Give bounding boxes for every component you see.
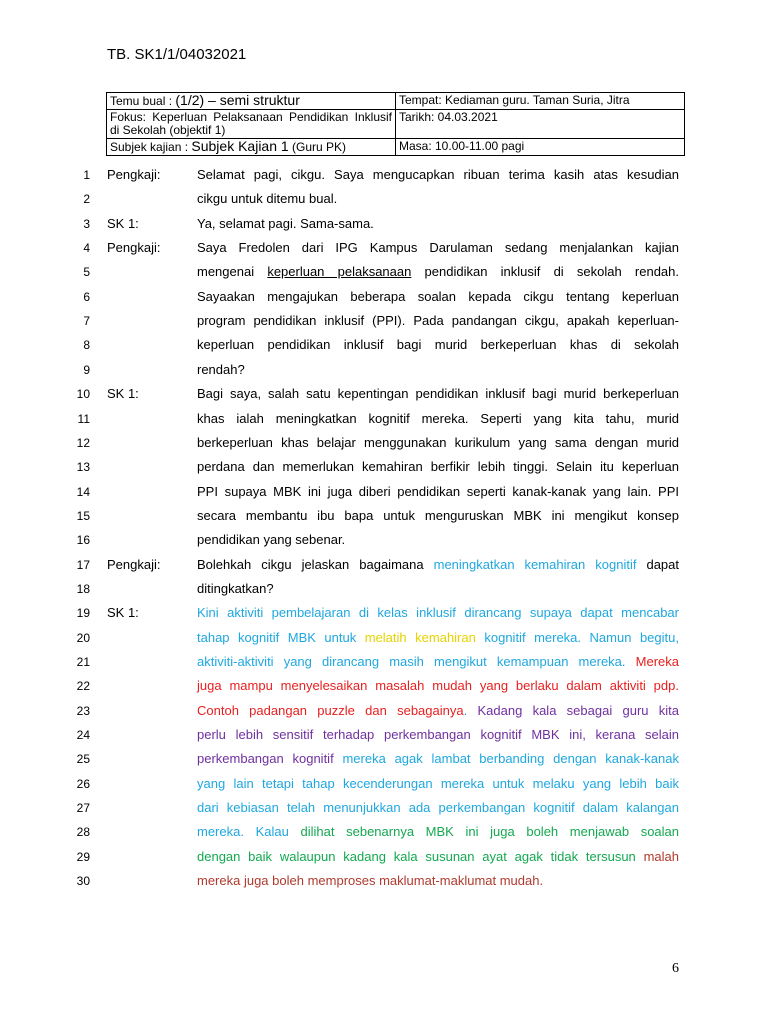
text-segment: Kadang kala sebagai guru kita (477, 702, 679, 718)
transcript-line (0, 626, 768, 650)
transcript-line (0, 796, 768, 820)
line-number: 13 (76, 460, 90, 475)
line-number: 15 (76, 508, 90, 523)
text-segment: Kini aktiviti pembelajaran di kelas inklusif dirancang supaya dapat mencabar (197, 605, 679, 621)
line-number: 8 (83, 338, 90, 353)
line-number: 19 (76, 606, 90, 621)
speaker-label: Pengkaji: (107, 167, 161, 182)
text-segment: PPI supaya MBK ini juga diberi pendidikan seperti kanak-kanak yang lain. PPI (197, 483, 679, 499)
line-number: 30 (76, 874, 90, 889)
transcript-line (0, 504, 768, 528)
line-number: 7 (83, 314, 90, 329)
text-segment: melatih kemahiran (364, 629, 476, 645)
line-number: 10 (76, 387, 90, 402)
line-text (197, 678, 679, 693)
line-number: 6 (83, 289, 90, 304)
transcript-line (0, 747, 768, 771)
text-segment: rendah? (197, 361, 245, 377)
line-number: 5 (83, 265, 90, 280)
text-segment: Bagi saya, salah satu kepentingan pendidikan inklusif bagi murid berkeperluan (197, 386, 679, 402)
text-segment: mereka agak lambat berbanding dengan kanak-kanak (342, 751, 679, 767)
text-segment: Ya, selamat pagi. Sama-sama. (197, 215, 374, 231)
text-segment: perkembangan kognitif (197, 751, 343, 767)
text-segment: dapat (636, 556, 679, 572)
line-number: 25 (76, 752, 90, 767)
transcript-line (0, 699, 768, 723)
time-cell: Masa: 10.00-11.00 pagi (396, 139, 685, 156)
interview-info-table (106, 92, 685, 156)
text-segment: program pendidikan inklusif (PPI). Pada pandangan cikgu, apakah keperluan- (197, 313, 679, 329)
text-segment: perlu lebih sensitif terhadap perkembangan kognitif MBK ini, kerana selain (197, 727, 679, 743)
text-segment: yang lain tetapi tahap kecenderungan mereka untuk melaku yang lebih baik (197, 775, 679, 791)
line-text (197, 411, 679, 426)
line-text (197, 191, 679, 206)
transcript-line (0, 333, 768, 357)
line-number: 3 (83, 216, 90, 231)
line-text (197, 776, 679, 791)
text-segment: mengenai (197, 264, 268, 280)
transcript-line (0, 382, 768, 406)
transcript-line (0, 236, 768, 260)
line-text (197, 532, 679, 547)
transcript-line (0, 285, 768, 309)
transcript-line (0, 480, 768, 504)
line-text (197, 557, 679, 572)
text-segment: mereka. Kalau (197, 824, 301, 840)
line-number: 2 (83, 192, 90, 207)
line-text (197, 386, 679, 401)
line-number: 1 (83, 168, 90, 182)
line-number: 27 (76, 801, 90, 816)
line-text (197, 459, 679, 474)
line-text (197, 849, 679, 864)
line-number: 22 (76, 679, 90, 694)
text-segment: Selamat pagi, cikgu. Saya mengucapkan ribuan terima kasih atas kesudian (197, 167, 679, 182)
speaker-label: SK 1: (107, 215, 139, 231)
line-text (197, 703, 679, 718)
line-number: 23 (76, 703, 90, 718)
transcript-line (0, 358, 768, 382)
transcript-line (0, 431, 768, 455)
subject-label: Subjek kajian : (110, 140, 192, 154)
transcript-line (0, 163, 768, 187)
text-segment: keperluan pendidikan inklusif bagi murid berkeperluan khas di sekolah (197, 337, 679, 353)
text-segment: Contoh padangan puzzle dan sebagainya (197, 702, 464, 718)
place-cell: Tempat: Kediaman guru. Taman Suria, Jitra (396, 93, 685, 110)
line-number: 16 (76, 533, 90, 548)
text-segment: kognitif mereka. Namun begitu, (475, 629, 679, 645)
line-text (197, 240, 679, 255)
line-text (197, 289, 679, 304)
text-segment: meningkatkan kemahiran kognitif (433, 556, 637, 572)
line-text (197, 800, 679, 815)
transcript-line (0, 869, 768, 893)
line-text (197, 484, 679, 499)
transcript-line (0, 577, 768, 601)
interview-type-label: Temu bual : (110, 94, 176, 108)
line-text (197, 508, 679, 523)
text-segment: cikgu untuk ditemu bual. (197, 191, 338, 207)
text-segment: khas ialah meningkatkan kognitif mereka. Seperti yang kita tahu, murid (197, 410, 679, 426)
line-text (197, 313, 679, 328)
line-text (197, 435, 679, 450)
line-number: 29 (76, 849, 90, 864)
date-cell: Tarikh: 04.03.2021 (396, 110, 685, 139)
text-segment: mereka juga boleh memproses maklumat-maklumat mudah. (197, 873, 544, 889)
text-segment: malah (643, 848, 679, 864)
transcript-line (0, 455, 768, 479)
text-segment: perdana dan memerlukan kemahiran berfikir lebih tinggi. Selain itu keperluan (197, 459, 679, 475)
transcript-line (0, 674, 768, 698)
line-text (197, 167, 679, 182)
line-number: 9 (83, 362, 90, 377)
transcript-line (0, 212, 768, 236)
speaker-label: SK 1: (107, 605, 139, 621)
line-text (197, 727, 679, 742)
line-number: 26 (76, 776, 90, 791)
transcript-line (0, 528, 768, 552)
line-text (197, 216, 679, 231)
subject-cell (107, 139, 396, 156)
transcript-line (0, 553, 768, 577)
transcript-line (0, 407, 768, 431)
transcript-line (0, 601, 768, 625)
line-text (197, 362, 679, 377)
transcript-line (0, 187, 768, 211)
line-number: 18 (76, 581, 90, 596)
line-number: 11 (77, 411, 90, 426)
text-segment: pendidikan inklusif di sekolah rendah. (411, 264, 680, 280)
subject-value: Subjek Kajian 1 (191, 138, 289, 154)
transcript-line (0, 309, 768, 333)
line-number: 14 (76, 484, 90, 499)
document-code: TB. SK1/1/04032021 (107, 46, 247, 63)
line-number: 4 (83, 241, 90, 256)
line-number: 20 (76, 630, 90, 645)
speaker-label: Pengkaji: (107, 556, 161, 572)
transcript-line (0, 820, 768, 844)
focus-cell: Fokus: Keperluan Pelaksanaan Pendidikan Inklusif di Sekolah (objektif 1) (107, 110, 396, 139)
subject-role: (Guru PK) (288, 140, 347, 154)
text-segment: Sayaakan mengajukan beberapa soalan kepada cikgu tentang keperluan (197, 288, 679, 304)
line-number: 12 (76, 435, 90, 450)
line-text (197, 873, 679, 888)
interview-type-value: (1/2) – semi struktur (175, 92, 300, 108)
line-text (197, 581, 679, 596)
text-segment: juga mampu menyelesaikan masalah mudah yang berlaku dalam aktiviti pdp. (197, 678, 679, 694)
text-segment: berkeperluan khas belajar menggunakan kurikulum yang sama dengan murid (197, 434, 679, 450)
transcript-line (0, 723, 768, 747)
line-text (197, 605, 679, 620)
line-number: 17 (76, 557, 90, 572)
line-text (197, 824, 679, 839)
text-segment: dengan baik walaupun kadang kala susunan ayat agak tidak tersusun (197, 848, 644, 864)
text-segment: aktiviti-aktiviti yang dirancang masih mengikut kemampuan mereka. (197, 654, 636, 669)
line-text (197, 630, 679, 645)
speaker-label: SK 1: (107, 386, 139, 402)
text-segment: dari kebiasan telah menunjukkan ada perkembangan kognitif dalam kalangan (197, 800, 679, 816)
line-number: 24 (76, 728, 90, 743)
text-segment: secara membantu ibu bapa untuk menguruskan MBK ini mengikut konsep (197, 507, 679, 523)
transcript-line (0, 772, 768, 796)
text-segment: tahap kognitif MBK untuk (197, 629, 365, 645)
interview-type-cell (107, 93, 396, 110)
transcript-line (0, 845, 768, 869)
line-text (197, 264, 679, 279)
line-text (197, 654, 679, 669)
text-segment: ditingkatkan? (197, 580, 274, 596)
text-segment: Mereka (635, 654, 679, 669)
line-text (197, 751, 679, 766)
text-segment: Bolehkah cikgu jelaskan bagaimana (197, 556, 434, 572)
transcript-line (0, 650, 768, 674)
line-text (197, 337, 679, 352)
line-number: 28 (76, 825, 90, 840)
text-segment: Saya Fredolen dari IPG Kampus Darulaman sedang menjalankan kajian (197, 240, 679, 256)
line-number: 21 (76, 655, 90, 669)
text-segment: pendidikan yang sebenar. (197, 532, 346, 548)
text-segment: keperluan pelaksanaan (267, 264, 412, 280)
transcript-line (0, 260, 768, 284)
text-segment: dilihat sebenarnya MBK ini juga boleh menjawab soalan (300, 824, 679, 840)
text-segment: . (463, 702, 478, 718)
page-number: 6 (672, 961, 679, 976)
speaker-label: Pengkaji: (107, 240, 161, 256)
